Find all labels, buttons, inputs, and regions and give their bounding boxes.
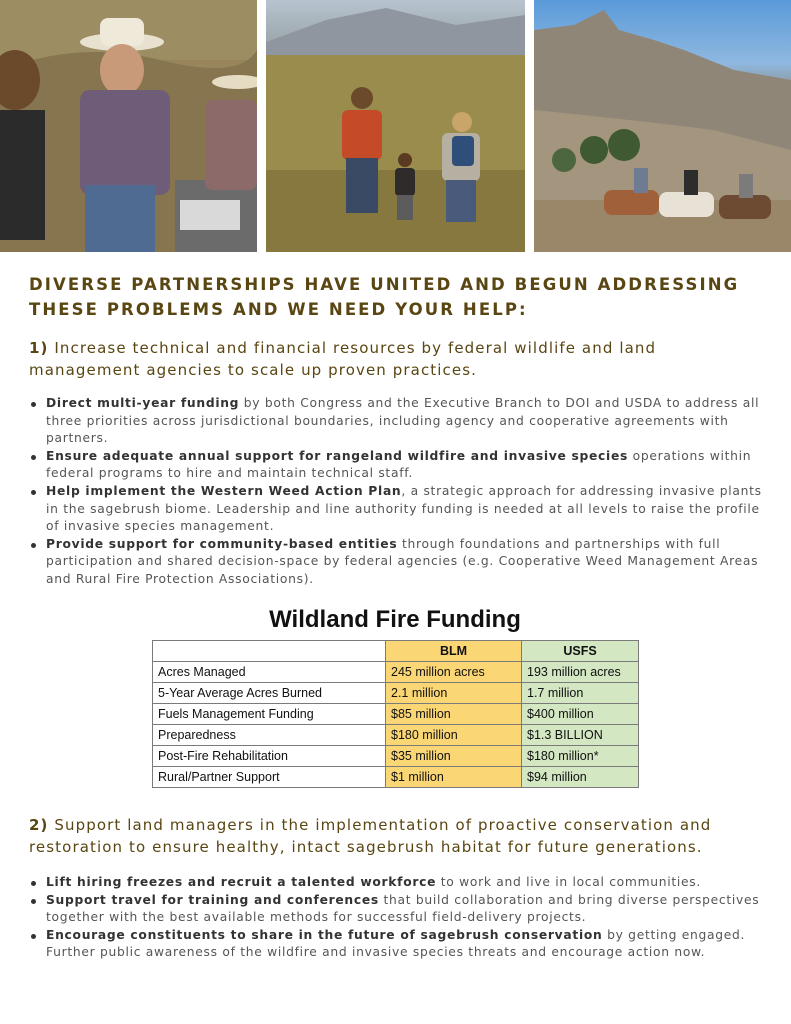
list-item <box>29 483 769 536</box>
blm-value: $35 million <box>386 746 522 767</box>
photo-strip <box>0 0 791 252</box>
priority-one-number: 1) <box>29 339 49 357</box>
usfs-value: $1.3 BILLION <box>522 725 639 746</box>
priority-two-list <box>29 874 769 962</box>
list-item-body: that build collaboration and bring diverse perspectives together with the best available methods for successful field-delivery projects. <box>46 892 760 925</box>
usfs-value: $94 million <box>522 767 639 788</box>
list-item-body: to work and live in local communities. <box>436 875 701 889</box>
blm-value: 2.1 million <box>386 683 522 704</box>
headline: DIVERSE PARTNERSHIPS HAVE UNITED AND BEGUN ADDRESSING THESE PROBLEMS AND WE NEED YOUR HELP: <box>29 275 740 319</box>
ranchers-illustration <box>0 0 257 252</box>
priority-one-text: Increase technical and financial resources by federal wildlife and land management agencies to scale up proven practices. <box>29 339 657 379</box>
priority-one <box>29 337 769 381</box>
table-row <box>153 662 639 683</box>
photo-ranchers-talking <box>0 0 257 252</box>
table-row <box>153 683 639 704</box>
list-item <box>29 874 769 892</box>
blm-value: $1 million <box>386 767 522 788</box>
usfs-value: $180 million* <box>522 746 639 767</box>
usfs-value: 1.7 million <box>522 683 639 704</box>
list-item-lead: Support travel for training and conferences <box>46 892 379 907</box>
riders-illustration <box>534 0 791 252</box>
header-cell-blm: BLM <box>386 641 522 662</box>
usfs-value: $400 million <box>522 704 639 725</box>
row-label: Acres Managed <box>153 662 386 683</box>
list-item-lead: Provide support for community-based entities <box>46 536 398 551</box>
row-label: Post-Fire Rehabilitation <box>153 746 386 767</box>
usfs-value: 193 million acres <box>522 662 639 683</box>
blm-value: $180 million <box>386 725 522 746</box>
photo-horseback-riders <box>534 0 791 252</box>
table-row <box>153 725 639 746</box>
table-row <box>153 746 639 767</box>
family-illustration <box>266 0 525 252</box>
list-item-body: , a strategic approach for addressing invasive plants in the sagebrush biome. Leadership and line authority funding is needed at all levels to raise the profile of invasive species management. <box>46 483 762 534</box>
photo-family-in-field <box>266 0 525 252</box>
list-item <box>29 395 769 448</box>
funding-table <box>152 640 639 788</box>
list-item-body: through foundations and partnerships with full participation and shared decision-space by federal agencies (e.g. Cooperative Weed Management Areas and Rural Fire Protection Associations). <box>46 536 759 586</box>
list-item-lead: Lift hiring freezes and recruit a talented workforce <box>46 875 437 889</box>
list-item-body: operations within federal programs to hire and maintain technical staff. <box>46 448 752 481</box>
priority-two <box>29 814 769 858</box>
list-item <box>29 927 769 962</box>
list-item-lead: Help implement the Western Weed Action Plan <box>46 483 402 498</box>
table-row <box>153 704 639 725</box>
priority-two-text: Support land managers in the implementation of proactive conservation and restoration to ensure healthy, intact sagebrush habitat for future generations. <box>29 816 712 856</box>
priority-two-number: 2) <box>29 816 49 834</box>
row-label: 5-Year Average Acres Burned <box>153 683 386 704</box>
list-item <box>29 892 769 927</box>
list-item-lead: Direct multi-year funding <box>46 396 240 410</box>
list-item-lead: Ensure adequate annual support for rangeland wildfire and invasive species <box>46 448 629 463</box>
blm-value: 245 million acres <box>386 662 522 683</box>
row-label: Fuels Management Funding <box>153 704 386 725</box>
row-label: Preparedness <box>153 725 386 746</box>
table-row <box>153 767 639 788</box>
row-label: Rural/Partner Support <box>153 767 386 788</box>
list-item-body: by both Congress and the Executive Branch to DOI and USDA to address all three priorities across jurisdictional boundaries, including agency and cooperative agreements with partners. <box>46 396 760 446</box>
priority-one-list <box>29 395 769 589</box>
header-cell-usfs: USFS <box>522 641 639 662</box>
list-item-body: by getting engaged. Further public awareness of the wildfire and invasive species threats and encourage action now. <box>46 927 746 960</box>
list-item-lead: Encourage constituents to share in the future of sagebrush conservation <box>46 927 603 942</box>
table-title: Wildland Fire Funding <box>269 606 521 633</box>
list-item <box>29 448 769 483</box>
blm-value: $85 million <box>386 704 522 725</box>
table-header-row <box>153 641 639 662</box>
header-cell-label <box>153 641 386 662</box>
list-item <box>29 536 769 589</box>
